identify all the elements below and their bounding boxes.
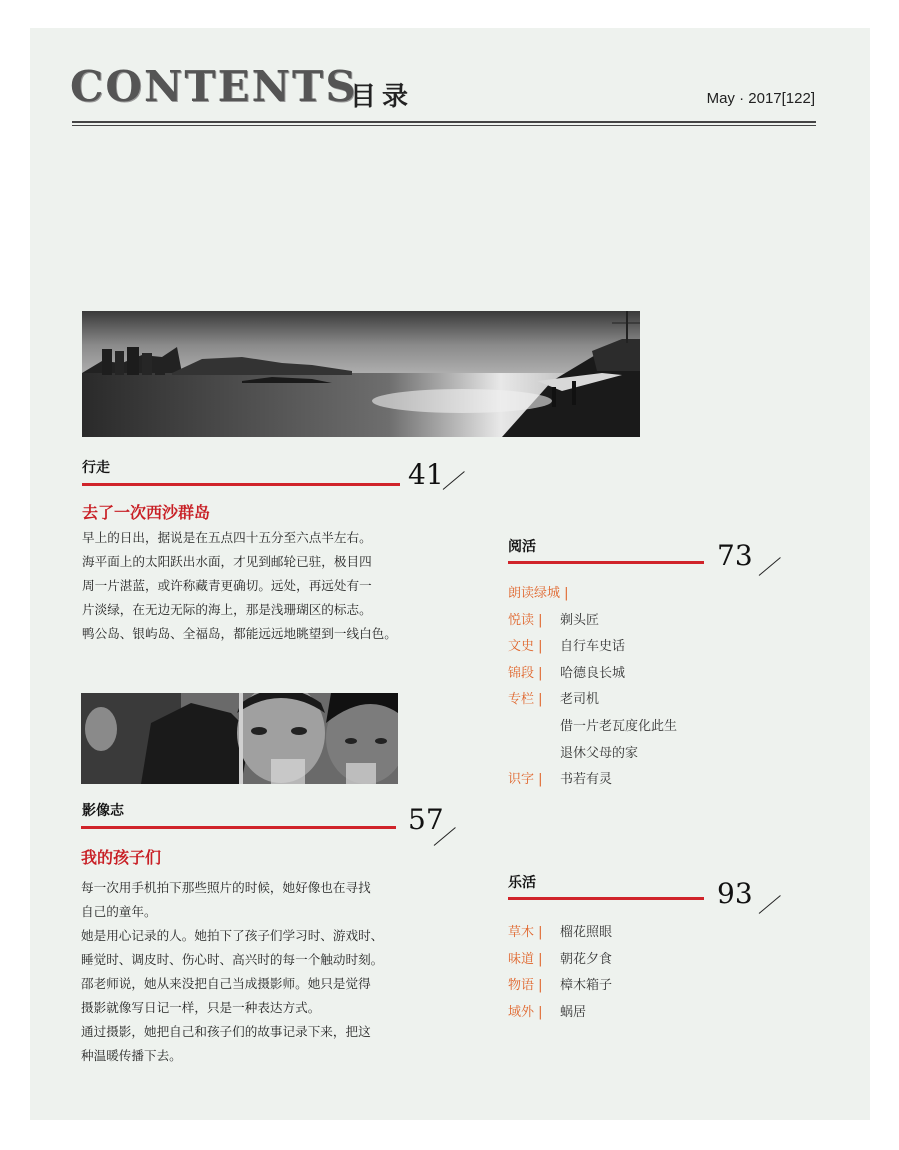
- summary-line: 摄影就像写日记一样，只是一种表达方式。: [81, 1000, 321, 1015]
- section-rule-photo: [81, 826, 396, 829]
- summary-line: 周一片湛蓝，或许称藏青更确切。远处，再远处有一: [82, 578, 372, 593]
- children-photo: [81, 693, 398, 784]
- toc-item: 借一片老瓦度化此生: [560, 718, 678, 734]
- toc-category: 朗读绿城 |: [508, 586, 569, 601]
- toc-item: 朝花夕食: [560, 951, 613, 967]
- summary-line: 通过摄影，她把自己和孩子们的故事记录下来，把这: [81, 1024, 371, 1039]
- toc-category: 文史 |: [508, 639, 543, 655]
- leisure-toc-list: [508, 920, 612, 1026]
- toc-row[interactable]: [508, 634, 677, 661]
- section-rule-travel: [82, 483, 400, 486]
- summary-line: 鸭公岛、银屿岛、全福岛，都能远远地眺望到一线白色。: [82, 626, 397, 641]
- toc-category: 悦读 |: [508, 612, 543, 628]
- section-rule-leisure: [508, 897, 704, 900]
- toc-category: 锦段 |: [508, 665, 543, 681]
- toc-row[interactable]: [508, 973, 612, 1000]
- summary-line: 早上的日出，据说是在五点四十五分至六点半左右。: [82, 530, 372, 545]
- page-number-travel[interactable]: 41: [408, 458, 444, 491]
- page-number-leisure[interactable]: 93: [717, 877, 753, 910]
- toc-item: 樟木箱子: [560, 978, 613, 994]
- toc-row[interactable]: [508, 661, 677, 688]
- toc-item: 蜗居: [560, 1004, 587, 1020]
- toc-item: 自行车史话: [560, 639, 626, 655]
- summary-line: 自己的童年。: [81, 904, 157, 919]
- section-label-reading: 阅活: [508, 538, 536, 554]
- toc-row[interactable]: [508, 687, 677, 714]
- toc-row[interactable]: [508, 581, 677, 608]
- summary-line: 种温暖传播下去。: [81, 1048, 182, 1063]
- summary-line: 睡觉时、调皮时、伤心时、高兴时的每一个触动时刻。: [81, 952, 384, 967]
- toc-item: 书若有灵: [560, 772, 613, 788]
- toc-row[interactable]: [508, 714, 677, 741]
- toc-row[interactable]: [508, 608, 677, 635]
- article-summary-photo: [81, 876, 411, 1068]
- summary-line: 片淡绿，在无边无际的海上，那是浅珊瑚区的标志。: [82, 602, 372, 617]
- summary-line: 邵老师说，她从来没把自己当成摄影师。她只是觉得: [81, 976, 371, 991]
- article-title-photo[interactable]: 我的孩子们: [81, 848, 162, 867]
- toc-category: 识字 |: [508, 772, 543, 788]
- contents-heading: CONTENTS: [70, 62, 358, 111]
- issue-date: May · 2017[122]: [706, 90, 815, 107]
- toc-item: 哈德良长城: [560, 665, 626, 681]
- article-title-travel[interactable]: 去了一次西沙群岛: [82, 503, 211, 522]
- reading-toc-list: [508, 581, 677, 794]
- section-label-travel: 行走: [82, 459, 110, 475]
- toc-category: 专栏 |: [508, 692, 543, 708]
- section-rule-reading: [508, 561, 704, 564]
- toc-item: 榴花照眼: [560, 925, 613, 940]
- page-number-reading[interactable]: 73: [717, 539, 753, 572]
- toc-row[interactable]: [508, 920, 612, 947]
- toc-category: 味道 |: [508, 951, 543, 967]
- article-summary-travel: [82, 526, 412, 646]
- toc-category: 草木 |: [508, 925, 543, 940]
- toc-row[interactable]: [508, 741, 677, 768]
- header-rule: [72, 121, 816, 123]
- toc-item: 剃头匠: [560, 612, 600, 628]
- toc-row[interactable]: [508, 947, 612, 974]
- section-label-leisure: 乐活: [508, 874, 536, 890]
- page-number-photo[interactable]: 57: [408, 803, 444, 836]
- contents-cn-heading: 目录: [350, 82, 415, 112]
- sea-cruise-photo: [82, 311, 640, 437]
- toc-row[interactable]: [508, 767, 677, 794]
- toc-item: 老司机: [560, 692, 600, 708]
- summary-line: 她是用心记录的人。她拍下了孩子们学习时、游戏时、: [81, 928, 384, 943]
- section-label-photo: 影像志: [82, 802, 124, 818]
- toc-category: 域外 |: [508, 1004, 543, 1020]
- header-rule-thin: [72, 125, 816, 126]
- toc-item: 退休父母的家: [560, 745, 639, 761]
- toc-category: 物语 |: [508, 978, 543, 994]
- summary-line: 每一次用手机拍下那些照片的时候，她好像也在寻找: [81, 880, 371, 895]
- toc-category: [508, 714, 560, 741]
- toc-category: [508, 741, 560, 768]
- summary-line: 海平面上的太阳跃出水面，才见到邮轮已驻，极目四: [82, 554, 372, 569]
- toc-row[interactable]: [508, 1000, 612, 1027]
